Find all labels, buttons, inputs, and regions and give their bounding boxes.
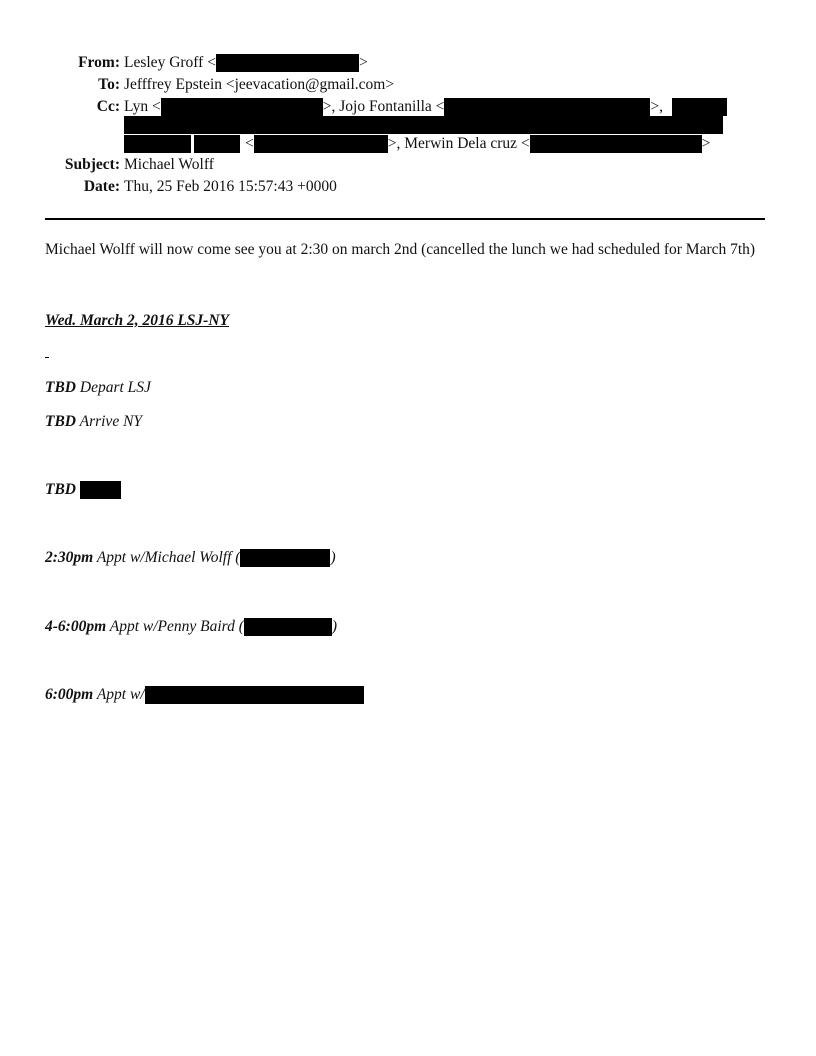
schedule-item: [45, 616, 337, 638]
redaction-block: [161, 98, 323, 116]
redaction-block: [216, 54, 359, 72]
underline-stub: [45, 357, 49, 358]
schedule-time: 2:30pm: [45, 549, 94, 566]
schedule-item: [45, 547, 336, 569]
schedule-desc: Appt w/Penny Baird (: [106, 618, 244, 635]
schedule-desc: Depart LSJ: [76, 379, 151, 396]
day-heading: [45, 310, 229, 332]
cc-jojo: >, Jojo Fontanilla <: [322, 98, 445, 115]
schedule-time: TBD: [45, 481, 76, 498]
date-value: Thu, 25 Feb 2016 15:57:43 +0000: [124, 178, 337, 195]
schedule-close: ): [331, 618, 338, 635]
redaction-block: [244, 618, 332, 636]
from-label: From:: [78, 54, 120, 71]
cc-line-1: [124, 96, 663, 118]
from-end: >: [358, 54, 368, 71]
from-value: [124, 52, 368, 74]
cc-label: Cc:: [96, 98, 120, 115]
redaction-block: [254, 135, 388, 153]
schedule-time: TBD: [45, 379, 76, 396]
cc-lyn: Lyn <: [124, 98, 161, 115]
schedule-time: TBD: [45, 413, 76, 430]
cc-line-3: [245, 133, 710, 155]
to-label: To:: [98, 76, 120, 93]
cc-merwin: >, Merwin Dela cruz <: [387, 135, 530, 152]
schedule-time: 4-6:00pm: [45, 618, 107, 635]
schedule-item: [45, 479, 121, 501]
redaction-block: [124, 116, 723, 134]
redaction-block: [240, 549, 330, 567]
redaction-block: [530, 135, 702, 153]
schedule-close: ): [330, 549, 336, 566]
date-label: Date:: [83, 178, 120, 195]
to-value: Jefffrey Epstein <jeevacation@gmail.com>: [124, 76, 395, 93]
subject-label: Subject:: [64, 156, 120, 173]
subject-value: Michael Wolff: [124, 156, 214, 173]
cc-after-jojo: >,: [650, 98, 664, 115]
schedule-item: [45, 377, 151, 399]
redaction-block: [672, 98, 727, 116]
redaction-block: [444, 98, 650, 116]
cc-lt: <: [245, 135, 254, 152]
redaction-block: [194, 135, 240, 153]
redaction-block: [124, 135, 191, 153]
schedule-desc: Arrive NY: [76, 413, 143, 430]
schedule-desc: Appt w/Michael Wolff (: [93, 549, 241, 566]
day-heading-text: Wed. March 2, 2016 LSJ-NY: [45, 312, 229, 329]
schedule-item: [45, 684, 364, 706]
cc-end: >: [701, 135, 711, 152]
schedule-time: 6:00pm: [45, 686, 94, 703]
schedule-desc: Appt w/: [93, 686, 145, 703]
header-divider: [45, 218, 765, 220]
redaction-block: [145, 686, 364, 704]
from-name: Lesley Groff <: [124, 54, 216, 71]
redaction-block: [80, 481, 121, 499]
schedule-item: [45, 411, 142, 433]
email-body-intro: Michael Wolff will now come see you at 2:30 on march 2nd (cancelled the lunch we had scheduled for March 7th): [45, 241, 756, 258]
